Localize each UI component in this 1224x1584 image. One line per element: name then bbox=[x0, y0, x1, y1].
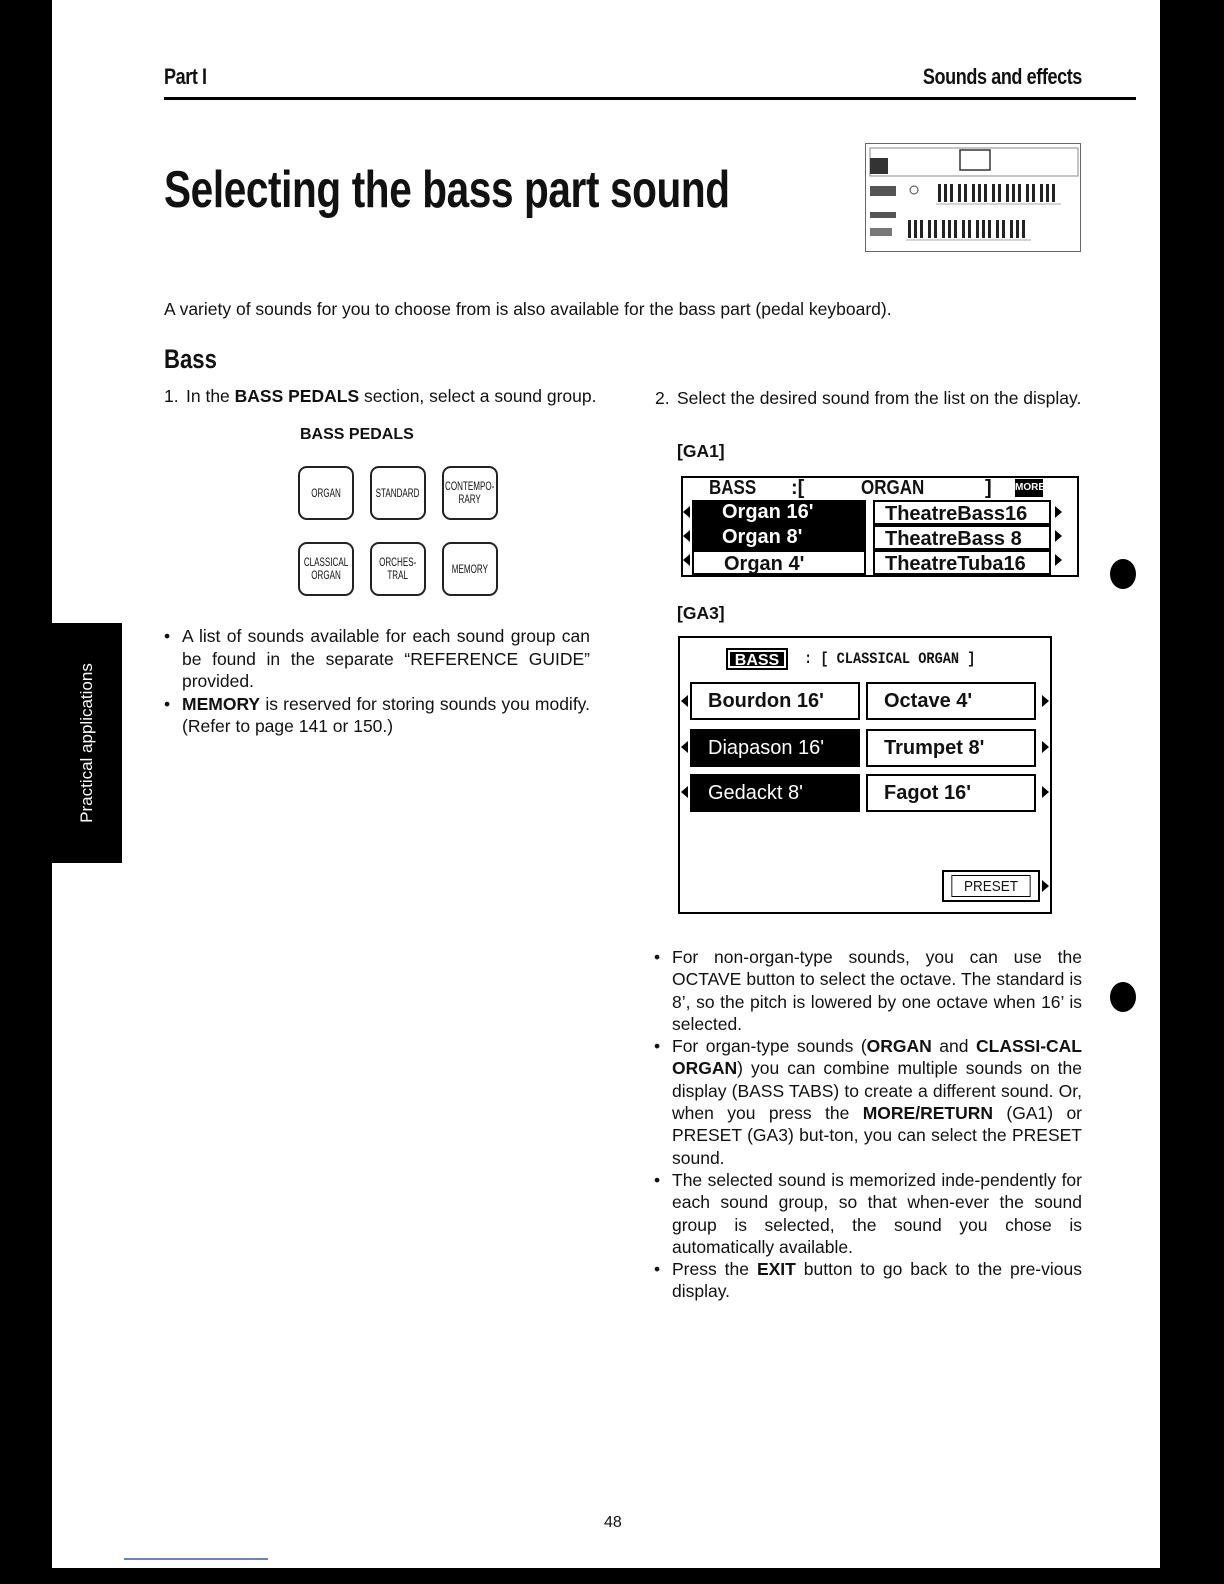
ga1-right-arrow-3[interactable] bbox=[1055, 554, 1062, 566]
ga1-left-arrow-2[interactable] bbox=[683, 530, 690, 542]
ga1-label: [GA1] bbox=[677, 441, 725, 461]
right-note-4-p1: Press the bbox=[672, 1259, 757, 1280]
organ-button-label: ORGAN bbox=[311, 485, 341, 500]
ga3-header-text: : [ CLASSICAL ORGAN ] bbox=[804, 650, 976, 668]
ga3-preset-label: PRESET bbox=[951, 875, 1030, 897]
ga1-right-arrow-2[interactable] bbox=[1055, 530, 1062, 542]
ga1-header-sep: :[ bbox=[791, 477, 805, 499]
memory-button-label: MEMORY bbox=[451, 561, 489, 576]
left-note-2 bbox=[162, 693, 590, 738]
ga1-sound-theatrebass-16[interactable]: TheatreBass16 bbox=[873, 500, 1051, 525]
edge-index-mark-2 bbox=[1110, 982, 1136, 1012]
side-tab-practical-applications bbox=[52, 623, 122, 863]
step-2 bbox=[655, 387, 1083, 410]
keyboard-thumbnail-illustration bbox=[865, 143, 1081, 252]
left-note-1 bbox=[162, 625, 590, 693]
ga1-sound-organ-16[interactable]: Organ 16' bbox=[692, 500, 866, 525]
ga3-right-arrow-3[interactable] bbox=[1042, 786, 1049, 798]
intro-text: A variety of sounds for you to choose from is also available for the bass part (pedal keyboard). bbox=[164, 299, 892, 319]
right-notes-list bbox=[652, 946, 1082, 1303]
right-note-4 bbox=[652, 1258, 1082, 1303]
classical-organ-button-label: CLASSICAL bbox=[303, 555, 349, 569]
ga1-sound-organ-8[interactable]: Organ 8' bbox=[692, 525, 866, 550]
memory-button[interactable] bbox=[442, 542, 498, 596]
left-note-1-text: A list of sounds available for each sound group can be found in the separate “REFERENCE GUIDE” provided. bbox=[182, 626, 590, 691]
step-2-text: Select the desired sound from the list on the display. bbox=[677, 388, 1082, 408]
step-1-text-b: section, select a sound group. bbox=[359, 386, 597, 406]
ga1-header-end: ] bbox=[985, 477, 992, 499]
bass-pedals-label: BASS PEDALS bbox=[300, 426, 414, 443]
classical-organ-button-label-2: ORGAN bbox=[311, 568, 341, 582]
ga3-left-arrow-2[interactable] bbox=[681, 741, 688, 753]
ga3-right-arrow-2[interactable] bbox=[1042, 741, 1049, 753]
left-note-2-text: is reserved for storing sounds you modify. (Refer to page 141 or 150.) bbox=[182, 693, 590, 736]
header-rule bbox=[164, 97, 1136, 100]
ga1-left-arrow-1[interactable] bbox=[683, 506, 690, 518]
ga3-left-arrow-3[interactable] bbox=[681, 786, 688, 798]
ga3-label: [GA3] bbox=[677, 603, 725, 623]
right-note-2-p1: For organ-type sounds ( bbox=[672, 1036, 867, 1057]
classical-organ-button[interactable] bbox=[298, 542, 354, 596]
ga1-header-group: ORGAN bbox=[861, 477, 925, 499]
ga3-preset-arrow[interactable] bbox=[1042, 880, 1049, 892]
ga1-display bbox=[681, 476, 1079, 577]
right-note-2-p3: ) you can combine multiple sounds on the display (BASS TABS) to create a different sound. Or, when you press the bbox=[672, 1058, 1082, 1124]
right-note-3-text: The selected sound is memorized inde-pendently for each sound group, so that when-ever the sound group is selected, the sound you chose is automatically available. bbox=[672, 1169, 1082, 1257]
left-note-2-bold: MEMORY bbox=[182, 693, 261, 714]
ga1-header-bass: BASS bbox=[709, 477, 757, 499]
ga3-right-arrow-1[interactable] bbox=[1042, 695, 1049, 707]
ga1-sound-theatretuba-16[interactable]: TheatreTuba16 bbox=[873, 550, 1051, 575]
ga1-sound-organ-4[interactable]: Organ 4' bbox=[692, 550, 866, 575]
ga3-sound-trumpet-8[interactable]: Trumpet 8' bbox=[866, 729, 1036, 767]
right-note-3 bbox=[652, 1169, 1082, 1258]
step-1-text-a: In the bbox=[186, 386, 235, 406]
step-1 bbox=[164, 385, 604, 408]
ga3-sound-octave-4[interactable]: Octave 4' bbox=[866, 682, 1036, 720]
orchestral-button-label: ORCHES- bbox=[379, 555, 417, 569]
section-heading-bass: Bass bbox=[164, 344, 217, 374]
left-notes-list bbox=[162, 625, 590, 738]
step-1-bold: BASS PEDALS bbox=[234, 386, 360, 406]
ga3-left-arrow-1[interactable] bbox=[681, 695, 688, 707]
side-tab-label: Practical applications bbox=[77, 663, 96, 823]
page-title: Selecting the bass part sound bbox=[164, 161, 730, 219]
orchestral-button[interactable] bbox=[370, 542, 426, 596]
right-note-2-p2: and bbox=[931, 1036, 977, 1057]
contemporary-button-label-2: RARY bbox=[458, 492, 482, 506]
right-note-2 bbox=[652, 1035, 1082, 1169]
organ-button[interactable] bbox=[298, 466, 354, 520]
right-note-1-text: For non-organ-type sounds, you can use the OCTAVE button to select the octave. The standard is 8’, so the pitch is lowered by one octave when 16’ is selected. bbox=[672, 947, 1082, 1034]
right-note-1 bbox=[652, 946, 1082, 1035]
header-section: Sounds and effects bbox=[922, 64, 1082, 89]
bottom-scan-line bbox=[124, 1558, 268, 1560]
manual-page bbox=[52, 0, 1160, 1568]
ga1-more-tag[interactable]: MORE bbox=[1015, 479, 1043, 497]
step-1-number: 1. bbox=[164, 386, 179, 406]
standard-button-label: STANDARD bbox=[376, 485, 420, 500]
ga3-sound-fagot-16[interactable]: Fagot 16' bbox=[866, 774, 1036, 812]
ga3-display bbox=[678, 636, 1052, 914]
right-note-2-b1: ORGAN bbox=[866, 1036, 932, 1057]
ga3-sound-diapason-16[interactable]: Diapason 16' bbox=[690, 729, 860, 767]
ga3-preset-button[interactable] bbox=[942, 870, 1040, 902]
ga1-right-arrow-1[interactable] bbox=[1055, 506, 1062, 518]
header-part: Part I bbox=[164, 64, 207, 89]
right-note-2-b3: MORE/RETURN bbox=[862, 1103, 993, 1124]
edge-index-mark-1 bbox=[1110, 559, 1136, 589]
right-note-4-p2: button to go back to the pre-vious display. bbox=[672, 1259, 1082, 1302]
contemporary-button[interactable] bbox=[442, 466, 498, 520]
right-note-2-p4: (GA1) or PRESET (GA3) but-ton, you can select the PRESET sound. bbox=[672, 1103, 1082, 1168]
ga1-sound-theatrebass-8[interactable]: TheatreBass 8 bbox=[873, 525, 1051, 550]
contemporary-button-label: CONTEMPO- bbox=[445, 479, 495, 493]
ga1-left-arrow-3[interactable] bbox=[683, 554, 690, 566]
step-2-number: 2. bbox=[655, 388, 670, 408]
right-note-2-b2: CLASSI-CAL ORGAN bbox=[672, 1036, 1082, 1079]
standard-button[interactable] bbox=[370, 466, 426, 520]
ga3-sound-bourdon-16[interactable]: Bourdon 16' bbox=[690, 682, 860, 720]
page-number: 48 bbox=[604, 1514, 622, 1531]
orchestral-button-label-2: TRAL bbox=[387, 568, 409, 582]
ga3-bass-tag: BASS bbox=[726, 648, 788, 670]
right-note-4-b1: EXIT bbox=[756, 1259, 796, 1280]
ga3-sound-gedackt-8[interactable]: Gedackt 8' bbox=[690, 774, 860, 812]
